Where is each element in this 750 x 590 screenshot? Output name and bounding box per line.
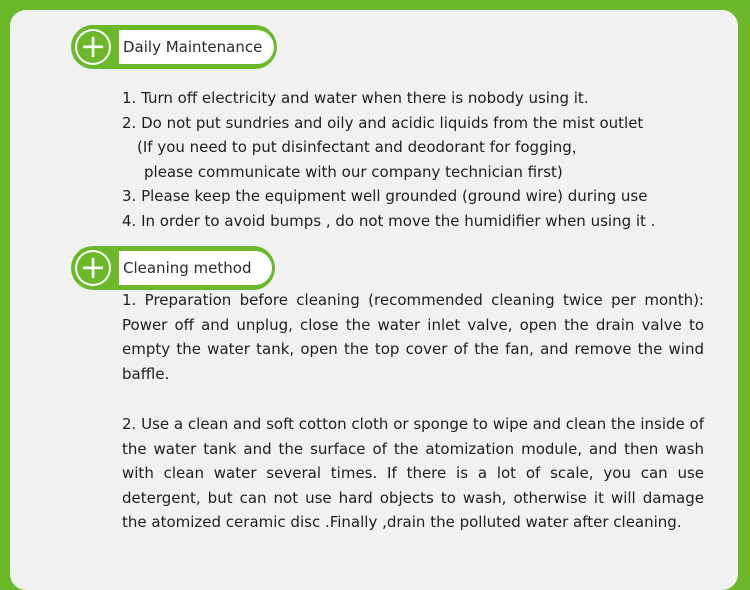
cleaning-paragraph-1: 1. Preparation before cleaning (recommended cleaning twice per month): Power off and unplug, close the water inlet valve, open the drain valve to empty the water tank, open the top cover of the fan, and remove the wind baffle. <box>122 291 704 383</box>
daily-maintenance-title: Daily Maintenance <box>119 30 274 64</box>
list-item: (If you need to put disinfectant and deodorant for fogging， <box>137 138 587 156</box>
cleaning-method-title: Cleaning method <box>119 251 272 285</box>
cleaning-paragraph-2: 2. Use a clean and soft cotton cloth or sponge to wipe and clean the inside of the water tank and the surface of the atomization module, and then wash with clean water several times. If there is a lot of scale, you can use detergent, but can not use hard objects to wash, otherwise it will damage the atomized ceramic disc .Finally ,drain the polluted water after cleaning. <box>122 415 704 532</box>
list-item: 1. Turn off electricity and water when there is nobody using it. <box>122 89 589 107</box>
plus-icon: + <box>75 250 111 286</box>
daily-maintenance-list <box>122 86 722 233</box>
plus-icon: + <box>75 29 111 65</box>
daily-maintenance-header <box>71 25 277 69</box>
list-item: 4. In order to avoid bumps , do not move the humidifier when using it . <box>122 211 656 230</box>
list-item: 3. Please keep the equipment well grounded (ground wire) during use <box>122 187 648 205</box>
list-item: 2. Do not put sundries and oily and acidic liquids from the mist outlet <box>122 113 644 132</box>
cleaning-method-header <box>71 246 275 290</box>
list-item: please communicate with our company technician first) <box>144 162 563 181</box>
